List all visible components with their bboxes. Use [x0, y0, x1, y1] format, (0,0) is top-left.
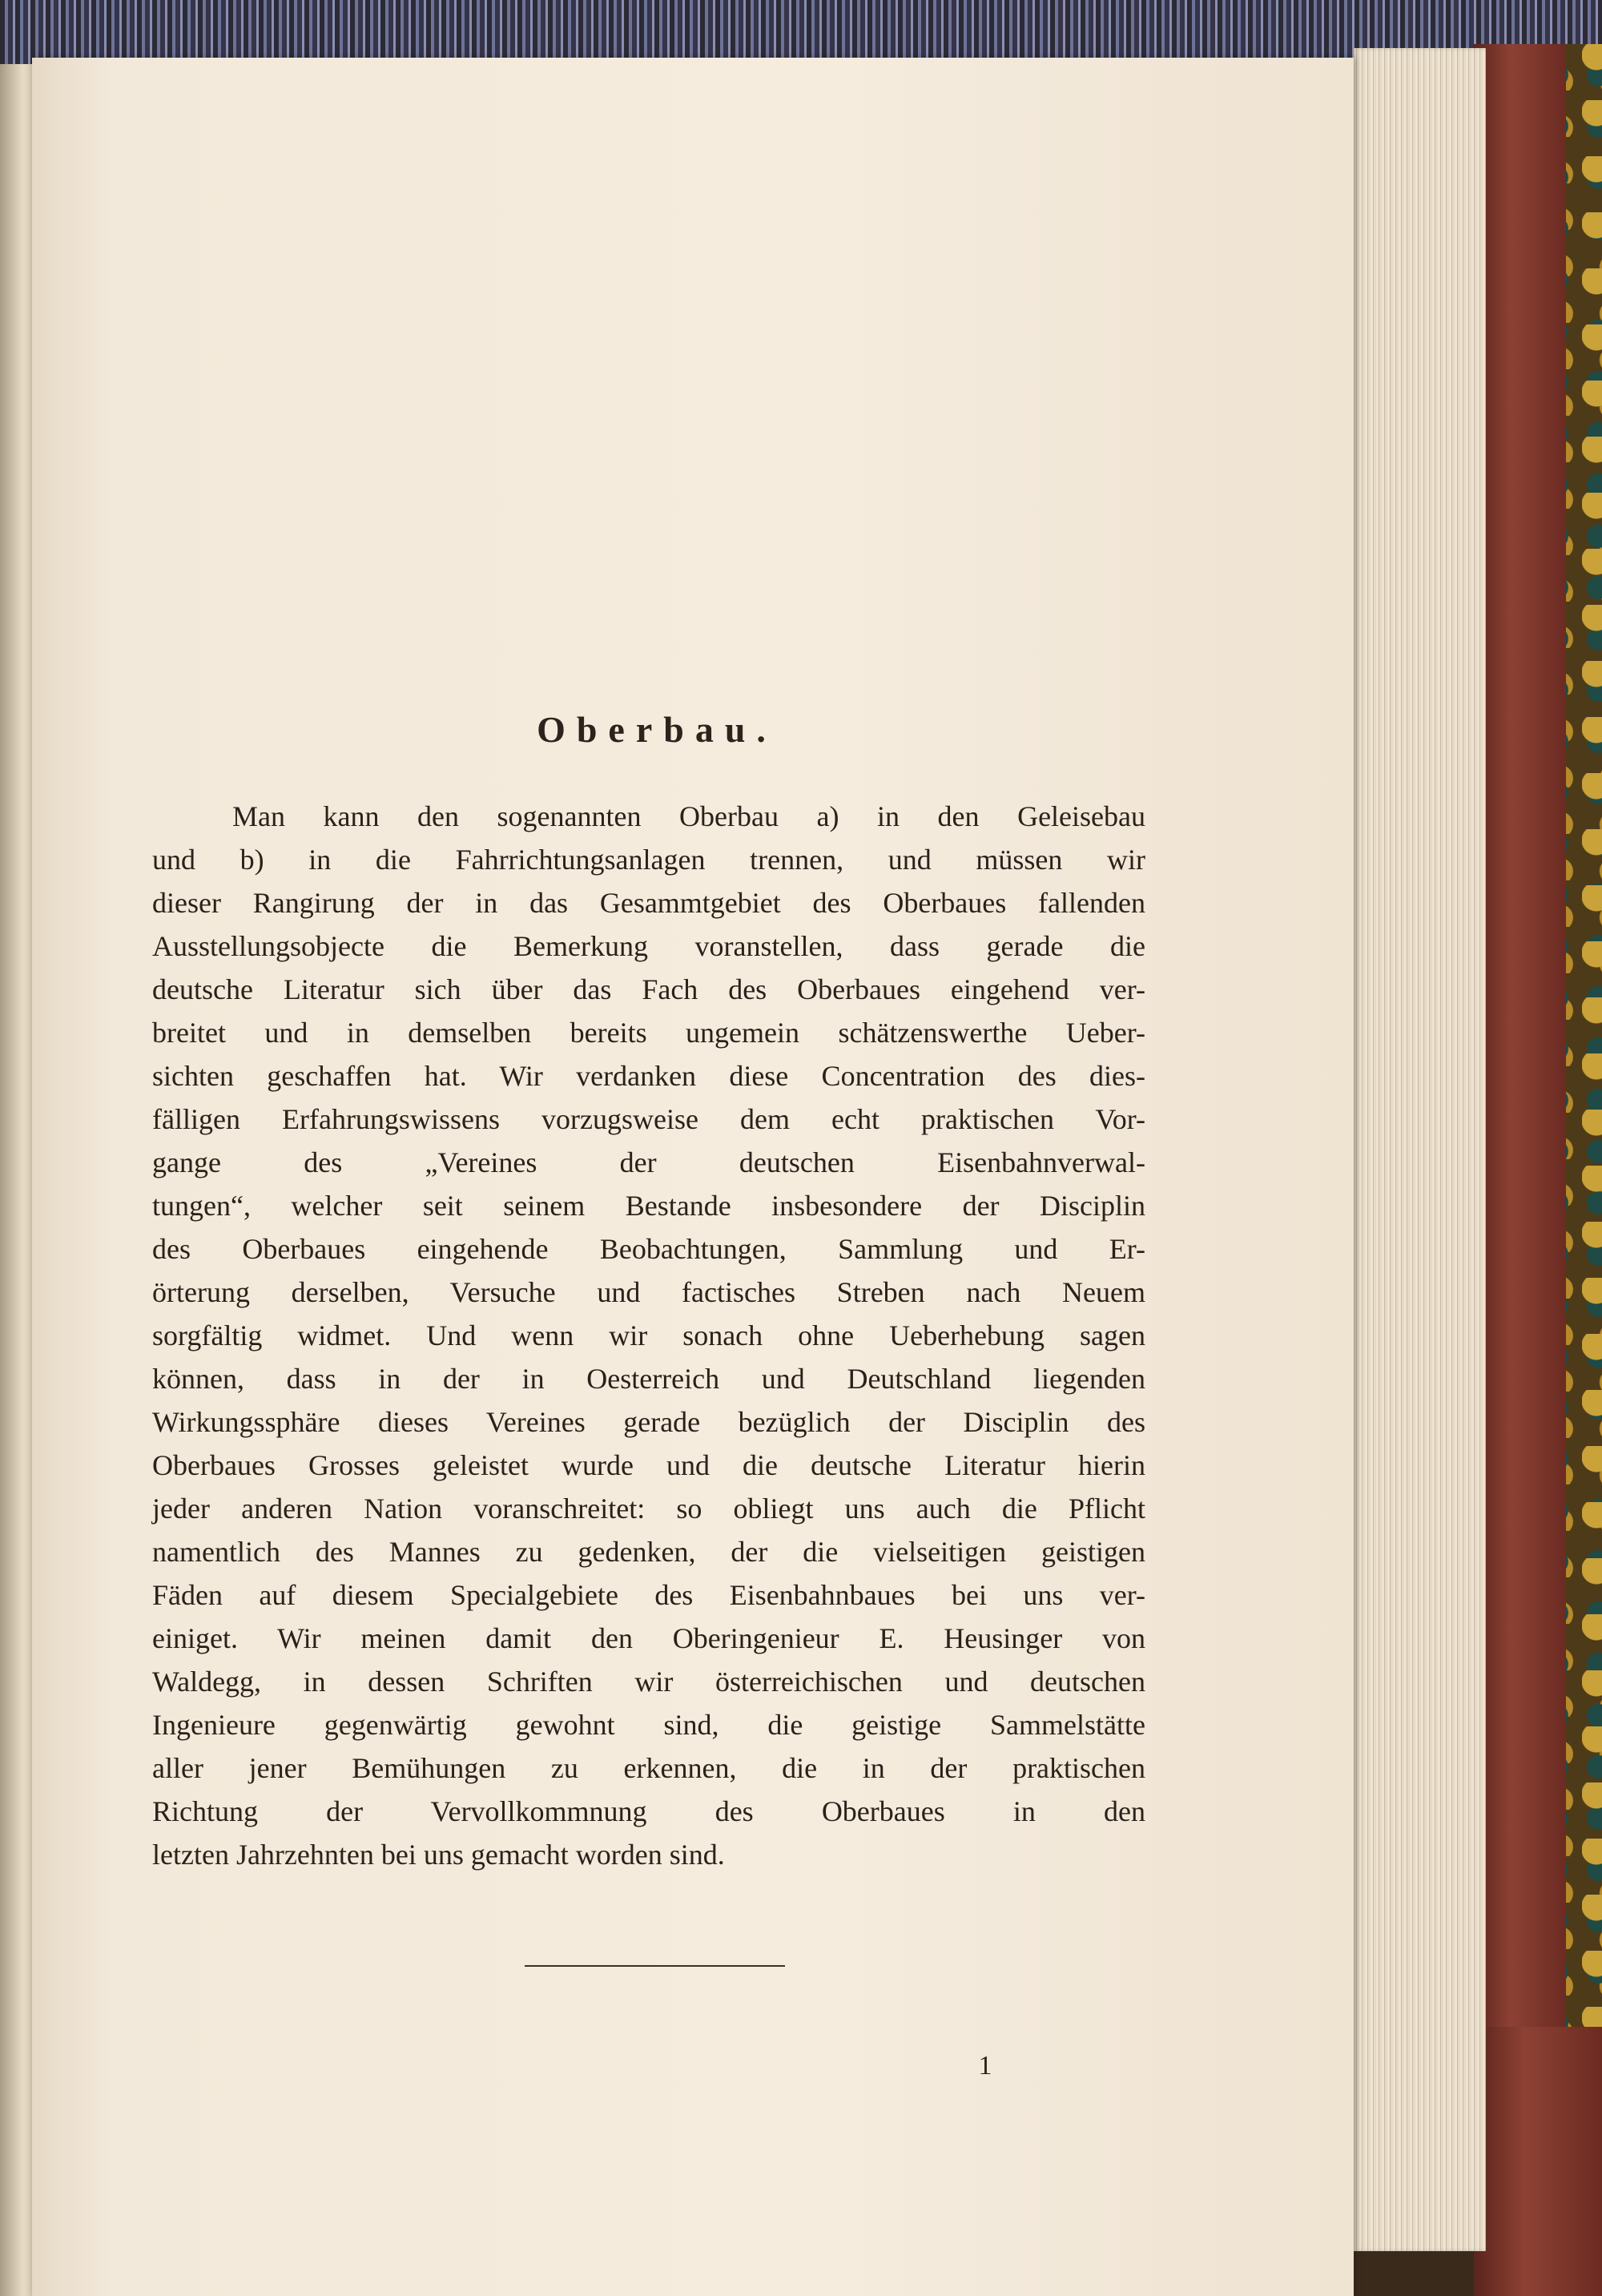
- text-line: aller jener Bemühungen zu erkennen, die in der praktischen: [152, 1752, 1145, 1784]
- text-line: Ausstellungsobjecte die Bemerkung voranstellen, dass gerade die: [152, 930, 1145, 962]
- page-number: 1: [978, 2051, 992, 2080]
- leather-cover-corner: [1474, 2027, 1602, 2296]
- text-line: sorgfältig widmet. Und wenn wir sonach ohne Ueberhebung sagen: [152, 1319, 1145, 1351]
- text-line: jeder anderen Nation voranschreitet: so obliegt uns auch die Pflicht: [152, 1492, 1145, 1525]
- text-line: können, dass in der in Oesterreich und Deutschland liegenden: [152, 1363, 1145, 1395]
- text-line: Wirkungssphäre dieses Vereines gerade bezüglich der Disciplin des: [152, 1406, 1145, 1438]
- text-line: einiget. Wir meinen damit den Oberingenieur E. Heusinger von: [152, 1622, 1145, 1654]
- text-line: Fäden auf diesem Specialgebiete des Eisenbahnbaues bei uns ver-: [152, 1579, 1145, 1611]
- page-stack-edge: [1354, 48, 1486, 2251]
- text-line: tungen“, welcher seit seinem Bestande insbesondere der Disciplin: [152, 1190, 1145, 1222]
- text-line: sichten geschaffen hat. Wir verdanken diese Concentration des dies-: [152, 1060, 1145, 1092]
- text-line: örterung derselben, Versuche und factisches Streben nach Neuem: [152, 1276, 1145, 1308]
- text-line: namentlich des Mannes zu gedenken, der die vielseitigen geistigen: [152, 1536, 1145, 1568]
- text-line: Ingenieure gegenwärtig gewohnt sind, die geistige Sammelstätte: [152, 1709, 1145, 1741]
- text-line: breitet und in demselben bereits ungemein schätzenswerthe Ueber-: [152, 1017, 1145, 1049]
- page-title: Oberbau.: [537, 709, 777, 750]
- text-line: Oberbaues Grosses geleistet wurde und die deutsche Literatur hierin: [152, 1449, 1145, 1481]
- section-divider: [525, 1965, 785, 1967]
- text-line: gange des „Vereines der deutschen Eisenbahnverwal-: [152, 1146, 1145, 1178]
- leather-cover-edge: [1474, 44, 1566, 2296]
- text-line: Man kann den sogenannten Oberbau a) in den Geleisebau: [232, 800, 1145, 832]
- body-paragraph: [152, 795, 1145, 1876]
- text-line: Waldegg, in dessen Schriften wir österreichischen und deutschen: [152, 1666, 1145, 1698]
- text-line: und b) in die Fahrrichtungsanlagen trennen, und müssen wir: [152, 844, 1145, 876]
- text-line: Richtung der Vervollkommnung des Oberbaues in den: [152, 1795, 1145, 1827]
- text-line: dieser Rangirung der in das Gesammtgebiet des Oberbaues fallenden: [152, 887, 1145, 919]
- text-line: fälligen Erfahrungswissens vorzugsweise dem echt praktischen Vor-: [152, 1103, 1145, 1135]
- book-page: [32, 58, 1354, 2296]
- text-line: deutsche Literatur sich über das Fach des Oberbaues eingehend ver-: [152, 973, 1145, 1005]
- text-line: des Oberbaues eingehende Beobachtungen, Sammlung und Er-: [152, 1233, 1145, 1265]
- text-line: letzten Jahrzehnten bei uns gemacht worden sind.: [152, 1839, 725, 1871]
